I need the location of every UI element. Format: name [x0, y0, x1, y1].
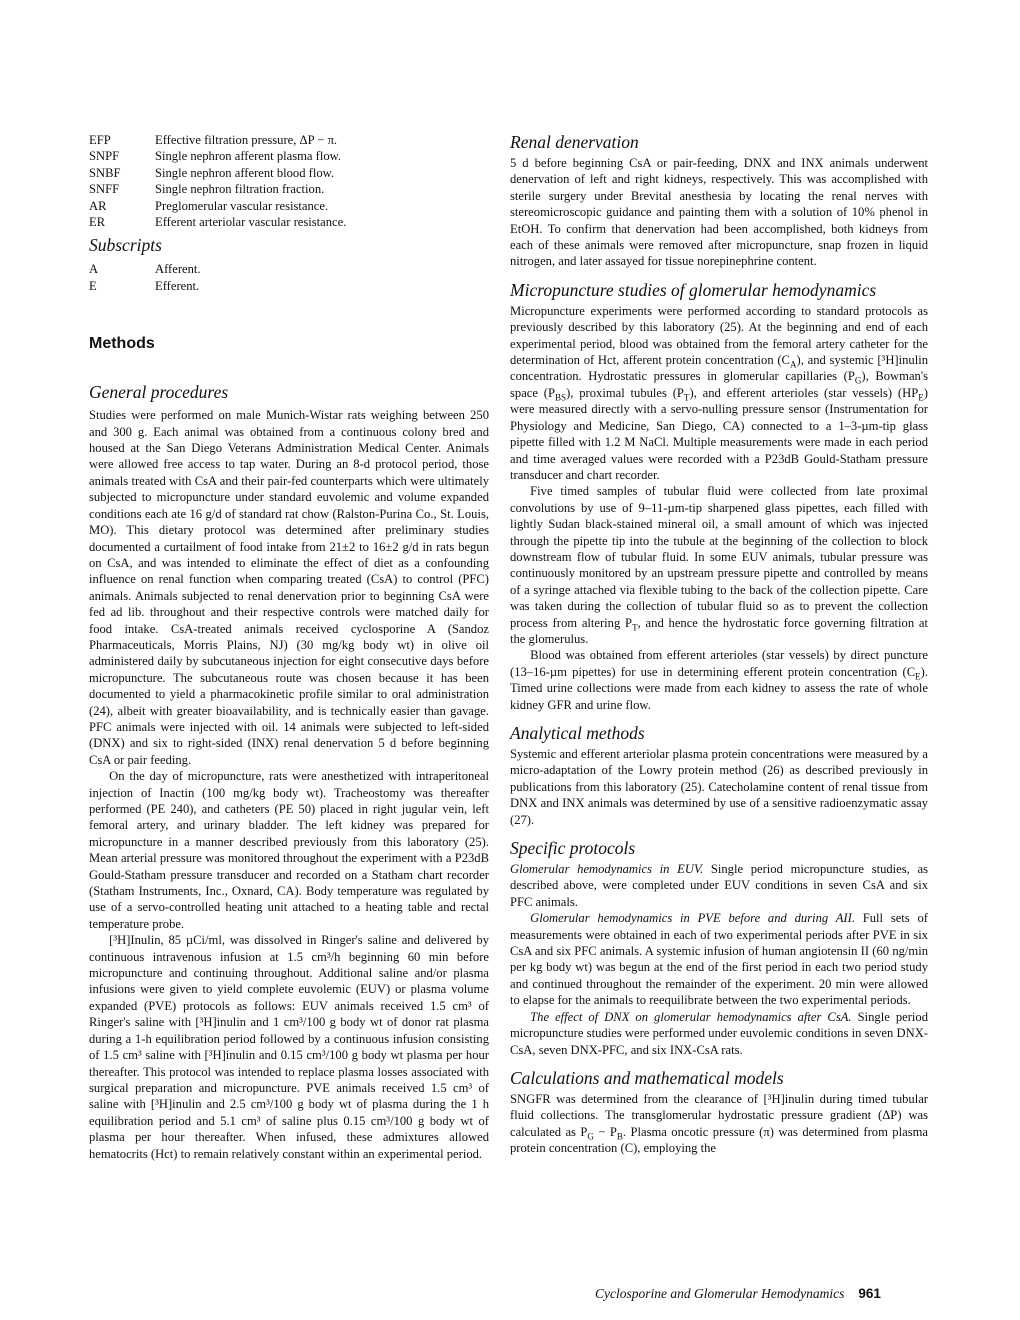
renal-paragraph: 5 d before beginning CsA or pair-feeding, DNX and INX animals underwent denervation of left and right kidneys, respectively. This was accomplished with sterile surgery under Brevital anesthesia by locating the renal nerves with stereomicroscopic guidance and painting them with a solution of 10% phenol in EtOH. To confirm that denervation had been accomplished, both kidneys from each of these animals were removed after micropuncture, snap frozen in liquid nitrogen, and later assayed for tissue norepinephrine content.	[510, 156, 928, 269]
abbreviation-row: AR Preglomerular vascular resistance.	[89, 198, 329, 213]
abbreviation-row: ER Efferent arteriolar vascular resistance.	[89, 215, 347, 230]
right-column	[510, 132, 928, 1157]
abbreviation-row: SNBF Single nephron afferent blood flow.	[89, 165, 335, 180]
abbreviation-list	[89, 132, 346, 230]
micropuncture-paragraph: Five timed samples of tubular fluid were collected from late proximal convolutions by use of 9–11-µm-tip sharpened glass pipettes, each filled with lightly Sudan black-stained mineral oil, a small amount of which was injected through the pipette tip into the tubule at the beginning of the collection to block downstream flow of tubular fluid. In some EUV animals, tubular pressure was continuously monitored by an upstream pressure pipette and controlled by means of a syringe attached via flexible tubing to the back of the collection pipette. Care was taken during the collection of tubular fluid so as to prevent the collection process from altering $P_T$, and hence the hydrostatic force governing filtration at the glomerulus.	[510, 484, 929, 646]
specific-protocols-heading: Specific protocols	[510, 838, 636, 859]
specific-protocol-item: The effect of DNX on glomerular hemodynamics after CsA. Single period micropuncture studies were performed under euvolemic conditions in seven DNX-CsA, seven DNX-PFC, and six INX-CsA rats.	[510, 1009, 928, 1057]
subscripts-list	[89, 261, 201, 294]
subscripts-heading: Subscripts	[89, 235, 162, 256]
general-paragraph: On the day of micropuncture, rats were anesthetized with intraperitoneal injection of Inactin (100 mg/kg body wt). Tracheostomy was thereafter performed (PE 240), and catheters (PE 50) placed in right jugular vein, left femoral artery, and urinary bladder. The left kidney was prepared for micropuncture in a manner described previously from this laboratory (25). Mean arterial pressure was monitored throughout the experiment with a P23dB Gould-Statham pressure transducer and recorded on a Statham chart recorder (Statham Instruments, Inc., Oxnard, CA). Body temperature was regulated by use of a servo-controlled heating unit attached to a heating table and rectal temperature probe.	[89, 769, 489, 931]
calculations-paragraph: SNGFR was determined from the clearance of [³H]inulin during timed tubular fluid collections. The transglomerular hydrostatic pressure gradient (ΔP) was calculated as $P_G - P_B$. Plasma oncotic pressure (π) was determined from plasma protein concentration (C), employing the	[510, 1091, 928, 1156]
general-paragraph: Studies were performed on male Munich-Wistar rats weighing between 250 and 300 g. Each animal was obtained from a continuous colony bred and housed at the San Diego Veterans Administration Medical Center. Animals were allowed free access to tap water. During an 8-d protocol period, those animals treated with CsA and their pair-fed counterparts which were ultimately subjected to micropuncture under standard euvolemic and volume expanded conditions each ate 16 g/d of standard rat chow (Ralston-Purina Co., St. Louis, MO). This dietary protocol was determined after preliminary studies documented a curtailment of food intake from 21±2 to 16±2 g/d in rats begun on CsA, and was intended to eliminate the effect of diet as a confounding influence on renal function when comparing treated (CsA) to control (PFC) animals. Animals subjected to renal denervation prior to beginning CsA were fed ad lib. throughout and their respective controls were matched daily for food intake. CsA-treated animals received cyclosporine A (Sandoz Pharmaceuticals, Morris Plains, NJ) (30 mg/kg body wt) in olive oil administered daily by subcutaneous injection for eight consecutive days before micropuncture. The subcutaneous route was chosen because it has been documented to yield a pharmacokinetic profile similar to oral administration (24), albeit with greater bioavailability, and is technically easier than gavage. PFC animals were injected with oil. 14 animals were subjected to left-sided (DNX) and six to right-sided (INX) renal denervation 5 d before beginning CsA or pair feeding.	[89, 408, 489, 767]
analytical-paragraph: Systemic and efferent arteriolar plasma protein concentrations were measured by a micro-adaptation of the Lowry protein method (26) as described previously in publications from this laboratory (25). Catecholamine content of renal tissue from DNX and INX animals was determined by use of a sensitive radioenzymatic assay (27).	[510, 747, 928, 827]
micropuncture-paragraph: Micropuncture experiments were performed according to standard protocols as previously described by this laboratory (25). At the beginning and end of each experimental period, blood was obtained from the femoral artery catheter for the determination of Hct, afferent protein concentration $(C_A)$, and systemic [³H]inulin concentration. Hydrostatic pressures in glomerular capillaries $(P_G)$, Bowman's space $(P_{BS})$, proximal tubules $(P_T)$, and efferent arterioles (star vessels) $(HP_E)$ were measured directly with a servo-nulling pressure sensor (Instrumentation for Physiology and Medicine, San Diego, CA) connected to a 1–3-µm-tip glass pipette filled with 1.2 M NaCl. Multiple measurements were made in each period and time averaged values were recorded with a P23dB Gould-Statham pressure transducer and chart recorder.	[510, 303, 929, 482]
page-footer	[595, 1286, 881, 1302]
analytical-heading: Analytical methods	[510, 723, 645, 743]
calculations-heading: Calculations and mathematical models	[510, 1067, 784, 1088]
abbreviation-row: SNFF Single nephron filtration fraction.	[89, 182, 325, 197]
left-column	[89, 132, 489, 1162]
micropuncture-paragraph: Blood was obtained from efferent arterioles (star vessels) by direct puncture (13–16-µm pipettes) for use in determining efferent protein concentration $(C_E)$. Timed urine collections were made from each kidney to assess the rate of whole kidney GFR and urine flow.	[510, 648, 928, 712]
specific-protocol-item: Glomerular hemodynamics in PVE before and during AII. Full sets of measurements were obtained in each of two experimental periods after PVE in six CsA and six PFC animals. A systemic infusion of human angiotensin II (60 ng/min per kg body wt) was begun at the end of the first period in each two period study and continued throughout the remainder of the experiment. 20 min were allowed to elapse for the animals to reequilibrate between the two experimental periods.	[510, 911, 928, 1008]
micropuncture-heading: Micropuncture studies of glomerular hemodynamics	[510, 279, 877, 300]
general-paragraph: [³H]Inulin, 85 µCi/ml, was dissolved in Ringer's saline and delivered by continuous intravenous infusion at 1.5 cm³/h beginning 60 min before micropuncture and continuing throughout. Additional saline and/or plasma infusions were given to yield complete euvolemic (EUV) or plasma volume expanded (PVE) protocols as follows: EUV animals received 1.5 cm³ of Ringer's saline with [³H]inulin and 1 cm³/100 g body wt of donor rat plasma during a 1-h equilibration period followed by a continuous infusion consisting of 1.5 cm³ saline with [³H]inulin and 0.15 cm³/100 g body wt plasma per hour thereafter. This protocol was intended to replace plasma losses associated with surgical preparation and micropuncture. PVE animals received 1.5 cm³ of saline with [³H]inulin and 2.5 cm³/100 g body wt of plasma during the 1 h equilibration period and 5.1 cm³ of saline plus 0.15 cm³/100 g body wt of plasma per hour thereafter. When infused, these admixtures allowed hematocrits (Hct) to remain relatively constant within an experimental period.	[89, 933, 489, 1161]
methods-heading: Methods	[89, 335, 155, 353]
renal-denervation-heading: Renal denervation	[510, 132, 639, 152]
general-procedures-heading: General procedures	[89, 382, 229, 403]
subscript-row: E Efferent.	[89, 278, 200, 293]
running-title: Cyclosporine and Glomerular Hemodynamics	[595, 1286, 845, 1301]
abbreviation-row: SNPF Single nephron afferent plasma flow.	[89, 149, 342, 164]
page-number: 961	[858, 1286, 881, 1301]
specific-protocol-item: Glomerular hemodynamics in EUV. Single period micropuncture studies, as described above, were completed under EUV conditions in seven CsA and six PFC animals.	[510, 862, 928, 909]
abbreviation-row: EFP Effective filtration pressure, ΔP − π.	[89, 133, 338, 147]
subscript-row: A Afferent.	[89, 262, 201, 277]
